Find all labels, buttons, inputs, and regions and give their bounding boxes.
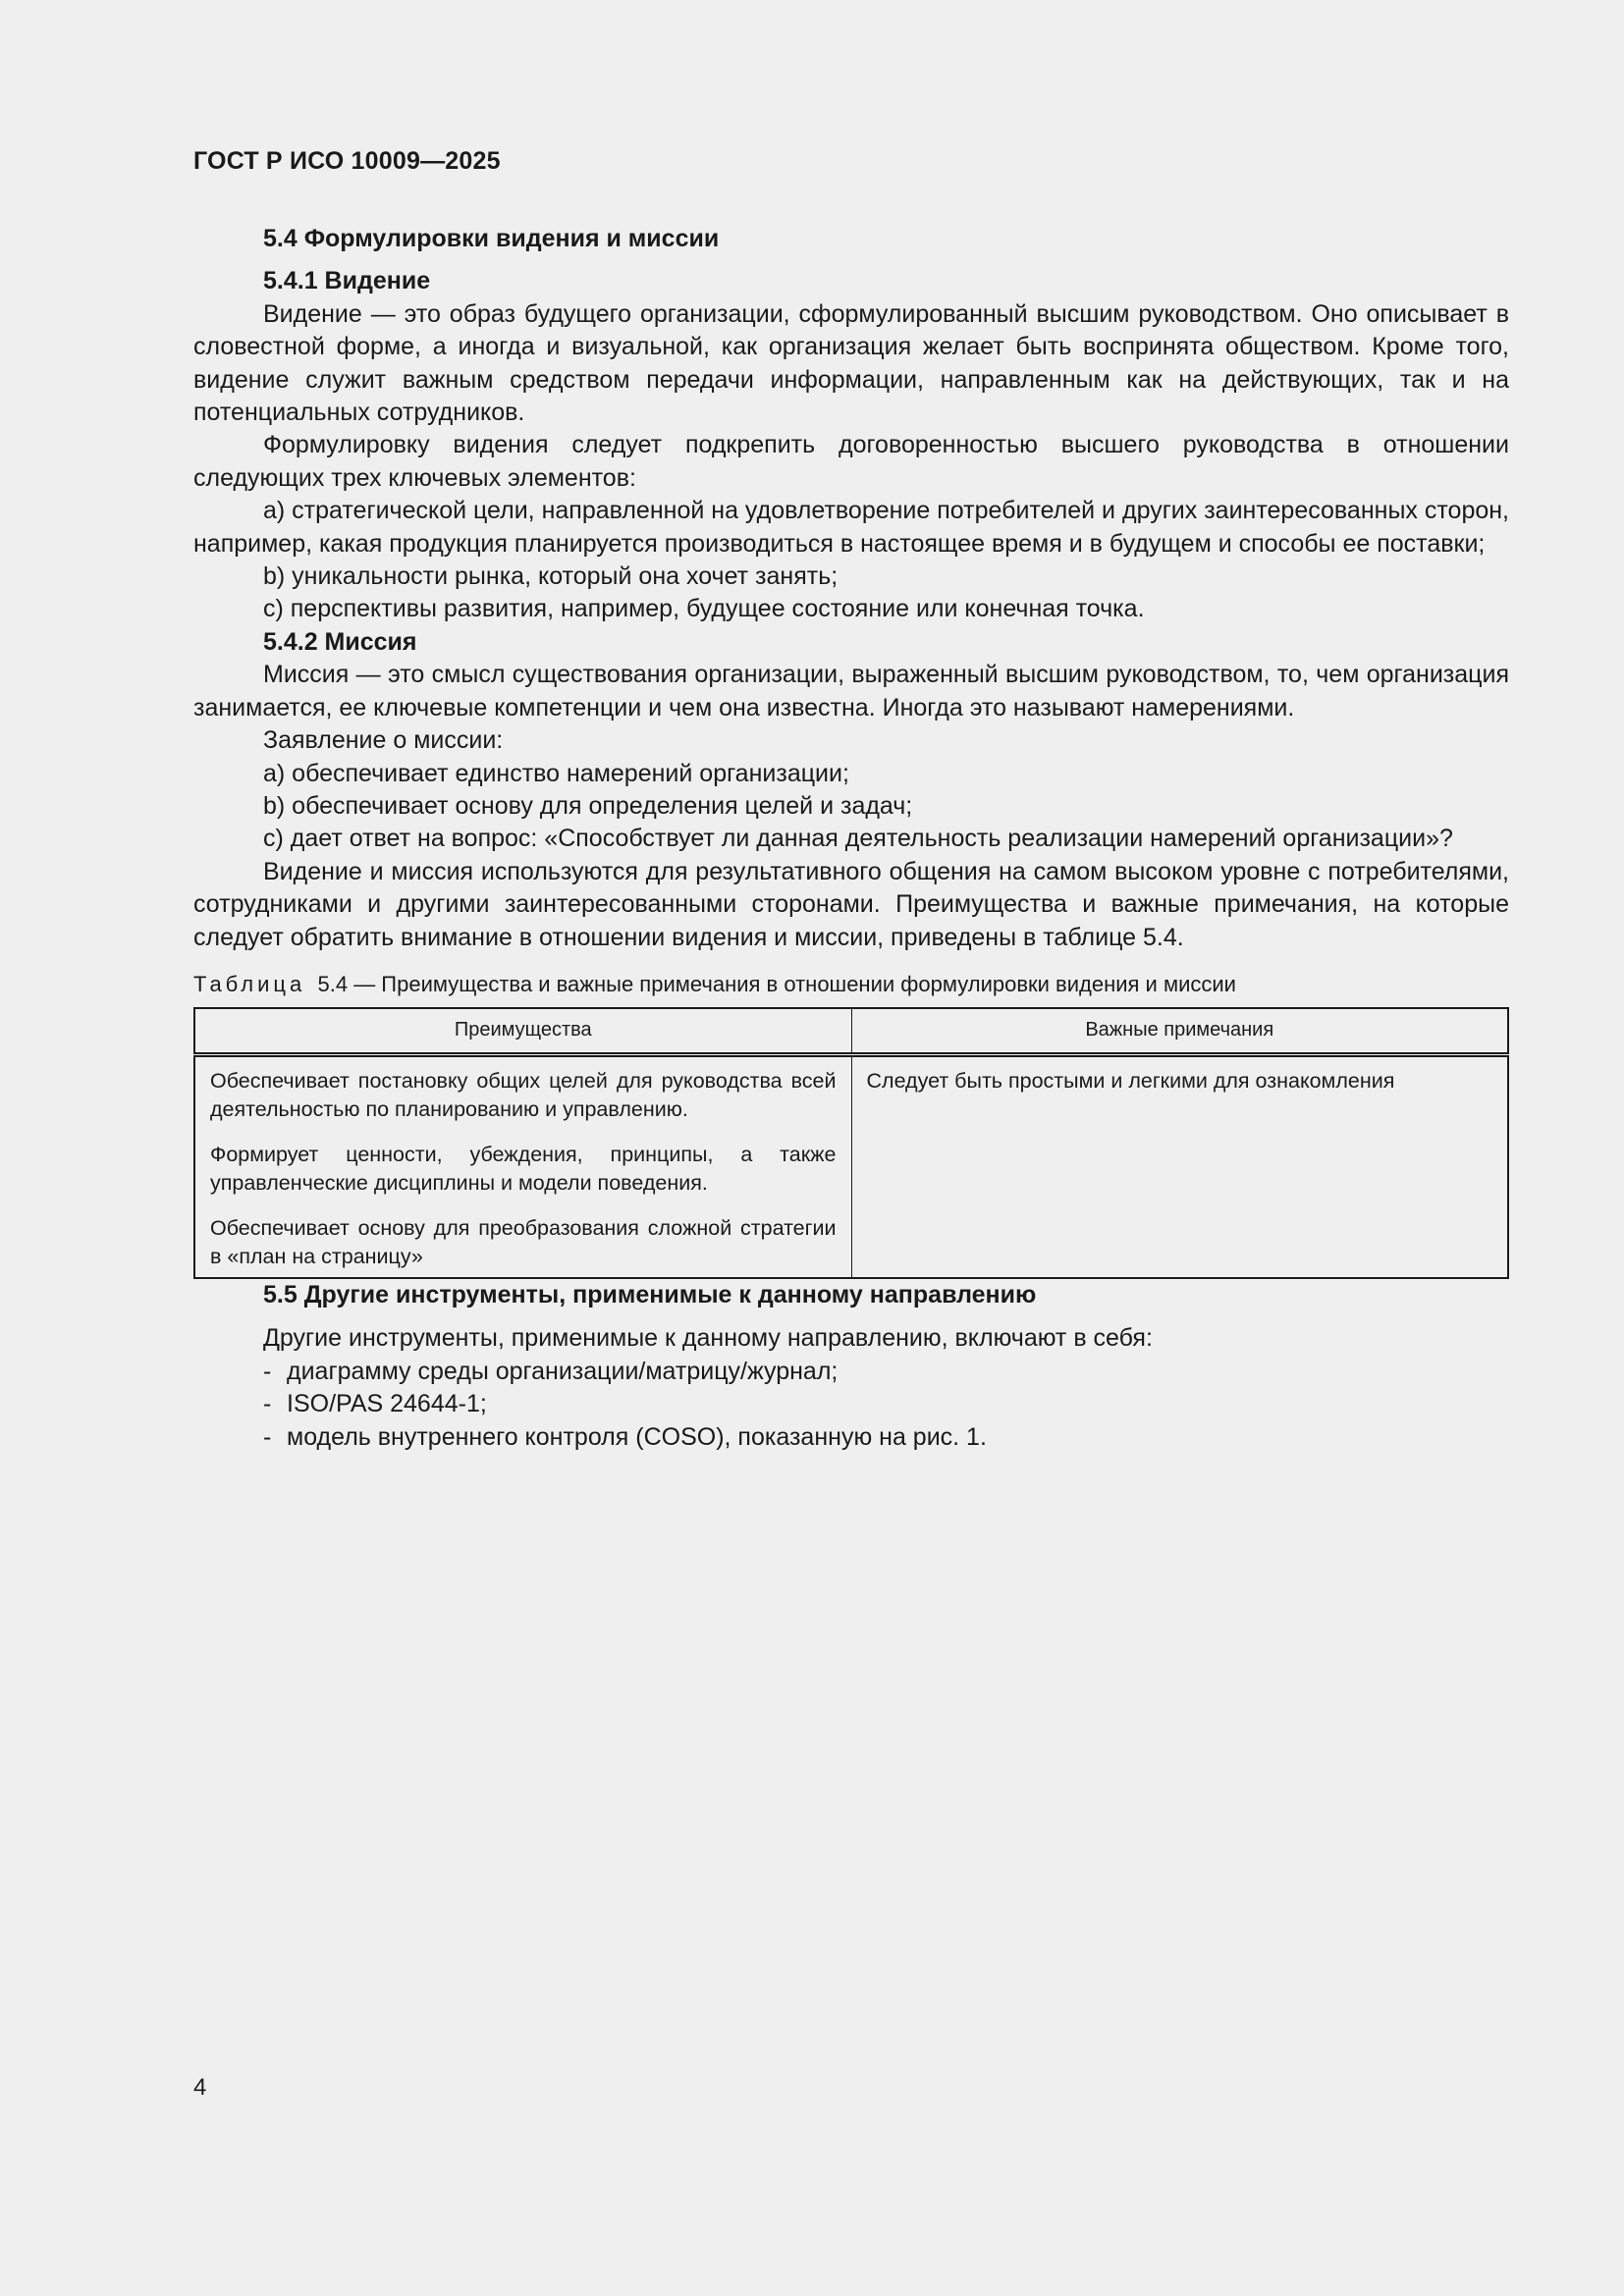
document-header: ГОСТ Р ИСО 10009—2025 xyxy=(193,147,501,175)
document-body xyxy=(193,223,1509,1454)
paragraph: Формулировку видения следует подкрепить договоренностью высшего руководства в отношении следующих трех ключевых элементов: xyxy=(193,431,1509,492)
list-item: a) обеспечивает единство намерений организации; xyxy=(263,759,849,787)
paragraph: Заявление о миссии: xyxy=(263,726,504,755)
dash-list-item xyxy=(193,1388,1509,1420)
list-item: c) перспективы развития, например, будущее состояние или конечная точка. xyxy=(263,595,1145,623)
advantages-cell xyxy=(194,1054,851,1278)
dash-list-item xyxy=(193,1421,1509,1454)
dash-marker: - xyxy=(263,1390,272,1418)
advantage-item: Обеспечивает основу для преобразования сложной стратегии в «план на страницу» xyxy=(210,1215,837,1268)
dash-list-text: диаграмму среды организации/матрицу/журнал; xyxy=(287,1357,839,1385)
advantage-item: Обеспечивает постановку общих целей для руководства всей деятельностью по планированию и управлению. xyxy=(210,1068,837,1121)
table-caption-text: 5.4 — Преимущества и важные примечания в отношении формулировки видения и миссии xyxy=(317,971,1236,996)
paragraph: Другие инструменты, применимые к данному направлению, включают в себя: xyxy=(263,1324,1153,1353)
column-header-advantages: Преимущества xyxy=(194,1008,851,1055)
advantage-item: Формирует ценности, убеждения, принципы, а также управленческие дисциплины и модели поведения. xyxy=(210,1142,837,1195)
list-item: b) уникальности рынка, который она хочет занять; xyxy=(263,562,839,591)
note-item: Следует быть простыми и легкими для ознакомления xyxy=(866,1068,1395,1093)
section-5-4-title: 5.4 Формулировки видения и миссии xyxy=(263,225,720,252)
spacer xyxy=(193,255,1509,265)
dash-marker: - xyxy=(263,1357,272,1385)
table-caption xyxy=(193,970,1509,999)
section-5-5-title: 5.5 Другие инструменты, применимые к данному направлению xyxy=(263,1280,1037,1308)
paragraph: Видение — это образ будущего организации, сформулированный высшим руководством. Оно описывает в словестной форме, а иногда и визуальной, как организация желает быть воспринята обществом. Кроме того, видение служит важным средством передачи информации, направленным как на действующих, так и на потенциальных сотрудников. xyxy=(193,299,1509,427)
page-number: 4 xyxy=(193,2074,207,2101)
paragraph: Видение и миссия используются для результативного общения на самом высоком уровне с потребителями, сотрудниками и другими заинтересованными сторонами. Преимущества и важные примечания, на которые следует обратить внимание в отношении видения и миссии, приведены в таблице 5.4. xyxy=(193,857,1509,951)
column-header-notes: Важные примечания xyxy=(851,1008,1508,1055)
dash-marker: - xyxy=(263,1422,272,1451)
section-5-4-2-title: 5.4.2 Миссия xyxy=(263,627,417,656)
list-item: c) дает ответ на вопрос: «Способствует ли данная деятельность реализации намерений организации»? xyxy=(263,825,1453,853)
dash-list-item xyxy=(193,1356,1509,1388)
notes-cell xyxy=(851,1054,1508,1278)
paragraph: Миссия — это смысл существования организации, выраженный высшим руководством, то, чем организация занимается, ее ключевые компетенции и чем она известна. Иногда это называют намерениями. xyxy=(193,661,1509,721)
list-item: b) обеспечивает основу для определения целей и задач; xyxy=(263,791,913,820)
dash-list-text: ISO/PAS 24644-1; xyxy=(287,1390,487,1418)
table-5-4 xyxy=(193,1007,1509,1279)
table-header-row xyxy=(194,1008,1508,1055)
spacer xyxy=(193,1311,1509,1322)
dash-list-text: модель внутреннего контроля (COSO), показанную на рис. 1. xyxy=(287,1422,987,1451)
table-row xyxy=(194,1054,1508,1278)
list-item: a) стратегической цели, направленной на удовлетворение потребителей и других заинтересованных сторон, например, какая продукция планируется производиться в настоящее время и в будущем и способы ее поставки; xyxy=(193,497,1509,558)
section-5-4-1-title: 5.4.1 Видение xyxy=(263,267,431,295)
table-caption-label: Таблица xyxy=(193,971,306,996)
